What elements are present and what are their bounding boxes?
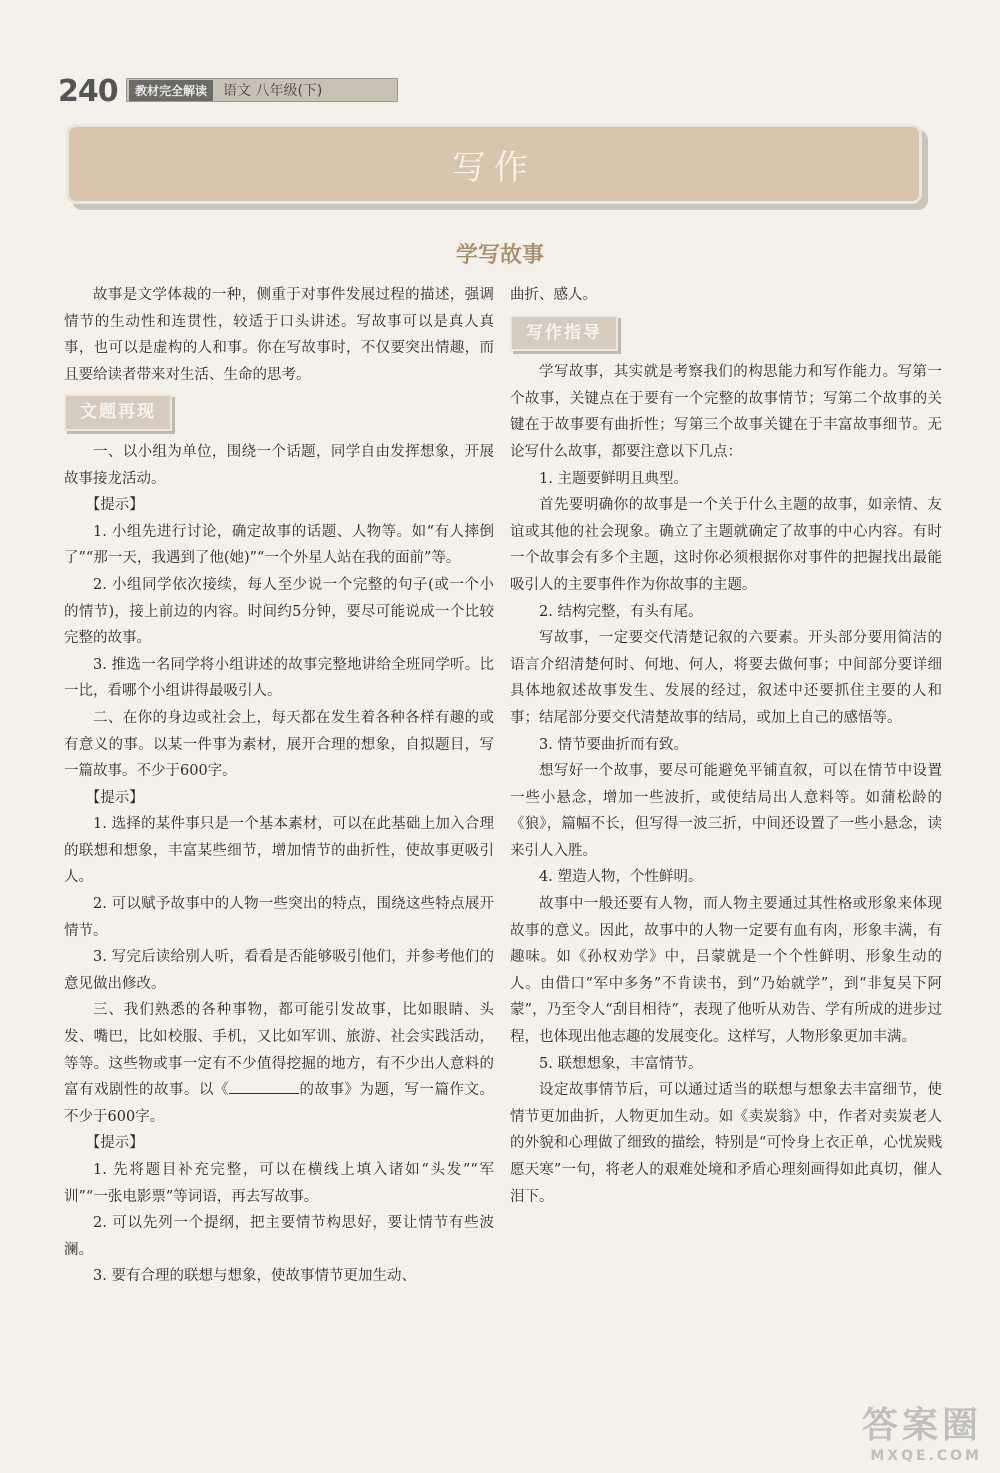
series-badge: 教材完全解读 — [129, 80, 213, 101]
fill-blank-line — [229, 1079, 299, 1094]
point-heading: 1. 主题要鲜明且典型。 — [539, 470, 688, 487]
point-body: 想写好一个故事，要尽可能避免平铺直叙，可以在情节中设置一些小悬念，增加一些波折，或使结局出人意料等。如蒲松龄的《狼》，篇幅不长，但写得一波三折，中间还设置了一些小悬念，读来引人入胜。 — [510, 763, 942, 859]
tip-label: 【提示】 — [85, 497, 144, 514]
point-heading: 3. 情节要曲折而有致。 — [539, 736, 688, 753]
tip-item: 3. 写完后读给别人听，看看是否能够吸引他们，并参考他们的意见做出修改。 — [64, 949, 494, 992]
task-3-text-b: 的故事》为题，写一篇作文。不少于600字。 — [64, 1082, 494, 1125]
point-heading: 2. 结构完整，有头有尾。 — [539, 603, 703, 620]
tip-item: 2. 小组同学依次接续，每人至少说一个完整的句子(或一个小的情节)，接上前边的内容。时间约5分钟，要尽可能说成一个比较完整的故事。 — [64, 576, 494, 647]
task-3 — [64, 997, 494, 1130]
tip-item: 1. 小组先进行讨论，确定故事的话题、人物等。如“有人摔倒了”“那一天，我遇到了他(她)”“一个外星人站在我的面前”等。 — [64, 523, 494, 567]
tip-item: 1. 选择的某件事只是一个基本素材，可以在此基础上加入合理的联想和想象，丰富某些细节，增加情节的曲折性，使故事更吸引人。 — [64, 816, 494, 886]
point-heading: 5. 联想想象，丰富情节。 — [539, 1055, 703, 1072]
right-column — [510, 282, 942, 1210]
watermark-logo: 答案圈 — [861, 1405, 982, 1446]
point-heading: 4. 塑造人物，个性鲜明。 — [539, 869, 703, 886]
point-body: 设定故事情节后，可以通过适当的联想与想象去丰富细节，使情节更加曲折，人物更加生动。如《卖炭翁》中，作者对卖炭老人的外貌和心理做了细致的描绘，特别是“可怜身上衣正单，心忧炭贱愿天寒”一句，将老人的艰难处境和矛盾心理刻画得如此真切，催人泪下。 — [510, 1082, 942, 1205]
header-band — [126, 78, 398, 102]
running-header — [58, 74, 398, 108]
continued-text: 曲折、感人。 — [510, 287, 597, 303]
chapter-banner — [66, 124, 922, 204]
section-title: 学写故事 — [455, 243, 544, 268]
tip-item: 1. 先将题目补充完整，可以在横线上填入诸如“头发”“军训”“一张电影票”等词语，再去写故事。 — [64, 1162, 494, 1205]
tip-item: 3. 要有合理的联想与想象，使故事情节更加生动、 — [93, 1268, 416, 1285]
intro-paragraph: 故事是文学体裁的一种，侧重于对事件发展过程的描述，强调情节的生动性和连贯性，较适于口头讲述。写故事可以是真人真事，也可以是虚构的人和事。你在写故事时，不仅要突出情趣，而且要给读者带来对生活、生命的思考。 — [64, 287, 494, 383]
chapter-title: 写作 — [452, 147, 536, 188]
subject-label: 语文 八年级(下) — [223, 83, 323, 99]
watermark — [782, 1397, 982, 1464]
point-body: 写故事，一定要交代清楚记叙的六要素。开头部分要用简洁的语言介绍清楚何时、何地、何人，将要去做何事；中间部分要详细具体地叙述故事发生、发展的经过，叙述中还要抓住主要的人和事；结尾部分要交代清楚故事的结局，或加上自己的感悟等。 — [510, 630, 942, 726]
point-body: 故事中一般还要有人物，而人物主要通过其性格或形象来体现故事的意义。因此，故事中的人物一定要有血有肉，形象丰满，有趣味。如《孙权劝学》中，吕蒙就是一个个性鲜明、形象生动的人。由借口“军中多务”不肯读书，到“乃始就学”，到“非复吴下阿蒙”，乃至令人“刮目相待”，表现了他听从劝告、学有所成的进步过程，也体现出他志趣的发展变化。这样写，人物形象更加丰满。 — [510, 896, 942, 1046]
point-body: 首先要明确你的故事是一个关于什么主题的故事，如亲情、友谊或其他的社会现象。确立了主题就确定了故事的中心内容。有时一个故事会有多个主题，这时你必须根据你对事件的把握找出最能吸引人的主要事件作为你故事的主题。 — [510, 497, 942, 593]
task-2: 二、在你的身边或社会上，每天都在发生着各种各样有趣的或有意义的事。以某一件事为素材，展开合理的想象，自拟题目，写一篇故事。不少于600字。 — [64, 709, 494, 780]
tip-item: 3. 推选一名同学将小组讲述的故事完整地讲给全班同学听。比一比，看哪个小组讲得最吸引人。 — [64, 656, 494, 700]
guide-intro: 学写故事，其实就是考察我们的构思能力和写作能力。写第一个故事，关键点在于要有一个完整的故事情节；写第二个故事的关键在于故事要有曲折性；写第三个故事关键在于丰富故事细节。无论写什么故事，都要注意以下几点： — [510, 364, 942, 460]
tip-item: 2. 可以先列一个提纲，把主要情节构思好，要让情节有些波澜。 — [64, 1215, 494, 1258]
tip-label: 【提示】 — [85, 789, 144, 806]
task-3-text-a: 三、我们熟悉的各种事物，都可能引发故事，比如眼睛、头发、嘴巴，比如校服、手机，又比如军训、旅游、社会实践活动，等等。这些物或事一定有不少值得挖掘的地方，有不少出人意料的富有戏剧性的故事。以《 — [64, 1002, 494, 1099]
label-wenti-zaixian: 文题再现 — [64, 394, 172, 431]
watermark-url: MXQE.COM — [870, 1448, 982, 1464]
page-number: 240 — [58, 74, 118, 109]
task-1: 一、以小组为单位，围绕一个话题，同学自由发挥想象，开展故事接龙活动。 — [64, 443, 494, 487]
tip-item: 2. 可以赋予故事中的人物一些突出的特点，围绕这些特点展开情节。 — [64, 896, 494, 939]
label-xiezuo-zhidao: 写作指导 — [510, 315, 618, 352]
left-column — [64, 282, 494, 1290]
tip-label: 【提示】 — [85, 1135, 144, 1152]
